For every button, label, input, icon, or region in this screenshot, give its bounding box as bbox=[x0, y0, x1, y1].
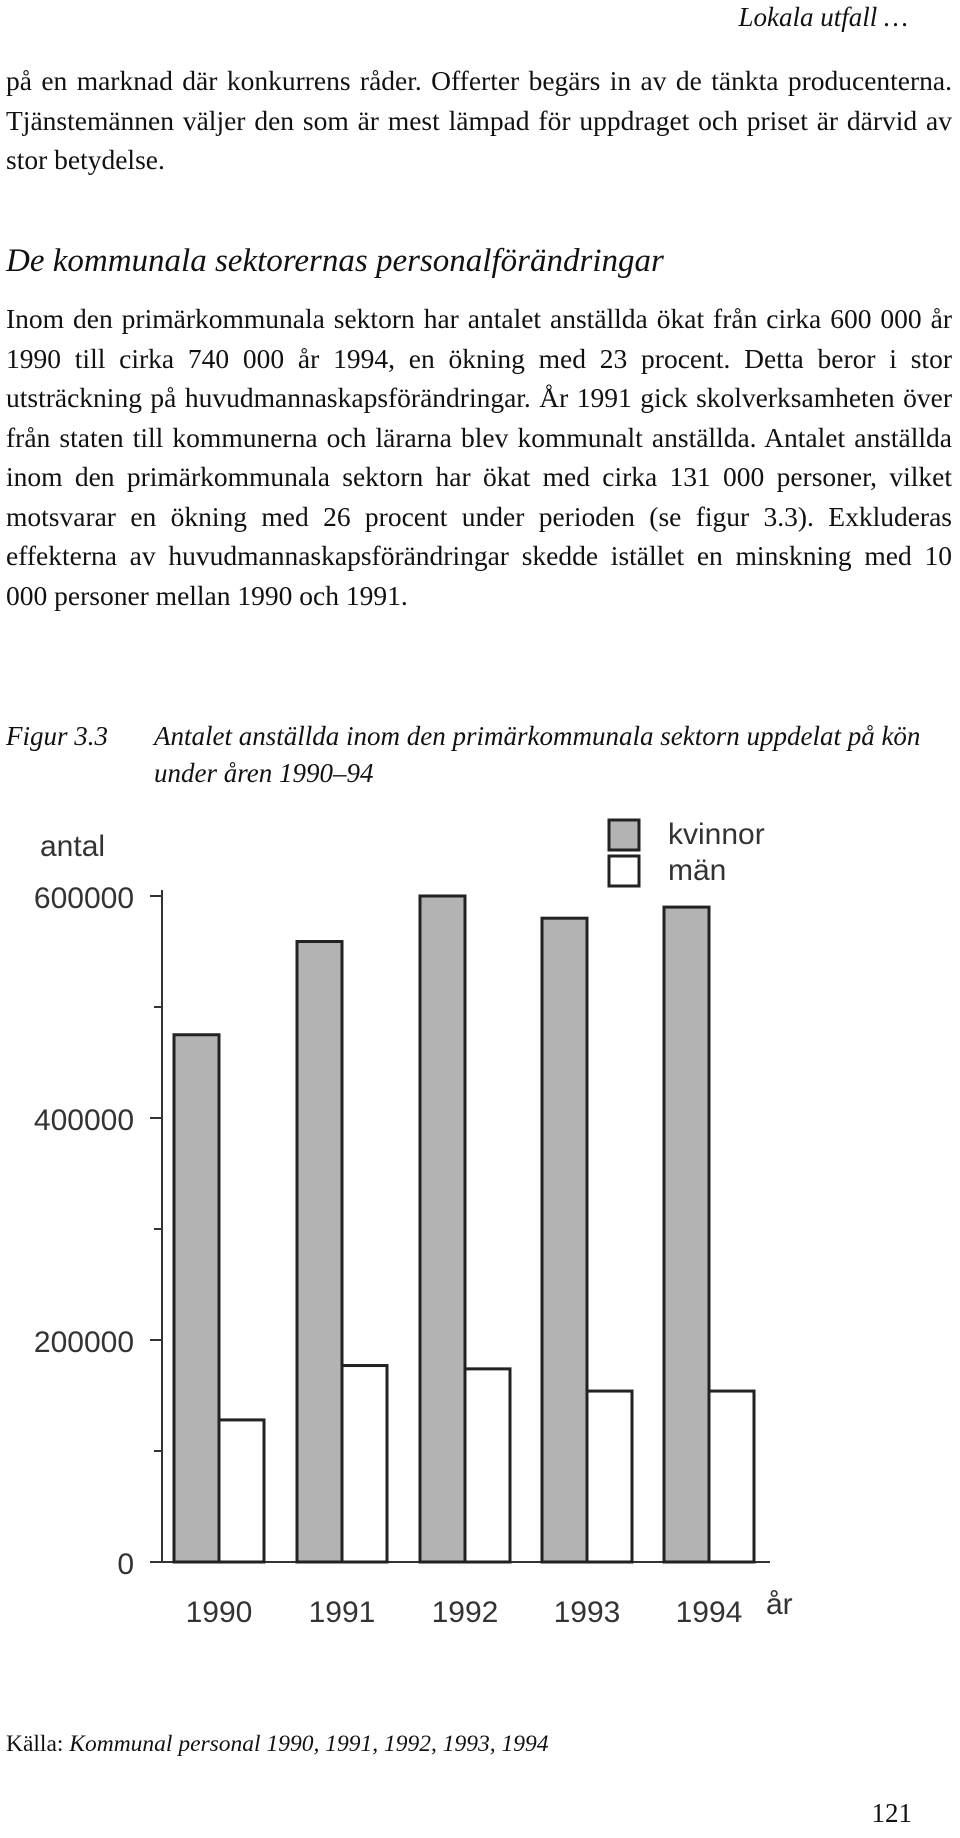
running-head: Lokala utfall … bbox=[738, 2, 908, 32]
figure-caption: Antalet anställda inom den primärkommunala sektorn uppdelat på kön under åren 1990–94 bbox=[154, 721, 921, 788]
body-text: Inom den primärkommunala sektorn har antalet anställda ökat från cirka 600 000 år 1990 till cirka 740 000 år 1994, en ökning med 23 procent. Detta beror i stor utsträckning på huvudmannaskapsförändringar. År 1991 gick skolverksamheten över från staten till kommunerna och lärarna blev kommunalt anställda. Antalet anställda inom den primärkommunala sektorn har ökat med cirka 131 000 personer, vilket motsvarar en ökning med 26 procent under perioden (se figur 3.3). Exkluderas effekterna av huvudmannaskapsförändringar skedde istället en minskning med 10 000 personer mellan 1990 och 1991. bbox=[6, 303, 952, 611]
bar-män-1990 bbox=[219, 1420, 264, 1562]
bar-män-1993 bbox=[587, 1391, 632, 1562]
y-tick-label: 200000 bbox=[33, 1326, 134, 1359]
x-axis-label: år bbox=[766, 1588, 793, 1621]
intro-paragraph bbox=[6, 61, 952, 180]
legend-label: kvinnor bbox=[668, 818, 765, 851]
body-paragraph bbox=[6, 299, 952, 615]
intro-text: på en marknad där konkurrens råder. Offerter begärs in av de tänkta producenterna. Tjänstemännen väljer den som är mest lämpad för uppdraget och priset är därvid av stor betydelse. bbox=[6, 65, 952, 175]
source-title: Kommunal personal 1990, 1991, 1992, 1993, 1994 bbox=[69, 1731, 549, 1757]
bar-män-1994 bbox=[709, 1391, 754, 1562]
legend-label: män bbox=[668, 854, 727, 887]
x-tick-label: 1991 bbox=[308, 1596, 376, 1629]
y-tick-label: 0 bbox=[117, 1548, 134, 1581]
x-tick-label: 1990 bbox=[185, 1596, 253, 1629]
legend-swatch-kvinnor bbox=[609, 820, 639, 850]
figure-label: Figur 3.3 bbox=[6, 721, 109, 751]
bar-kvinnor-1991 bbox=[297, 942, 342, 1562]
x-tick-label: 1994 bbox=[675, 1596, 743, 1629]
bar-chart bbox=[0, 800, 960, 1640]
bar-män-1991 bbox=[342, 1366, 387, 1562]
page-number: 121 bbox=[871, 1798, 912, 1828]
bar-kvinnor-1990 bbox=[174, 1035, 219, 1562]
x-tick-label: 1993 bbox=[553, 1596, 621, 1629]
x-tick-label: 1992 bbox=[431, 1596, 499, 1629]
y-axis-label: antal bbox=[40, 830, 106, 863]
y-tick-label: 600000 bbox=[33, 882, 134, 915]
bar-kvinnor-1993 bbox=[542, 918, 587, 1562]
source-line bbox=[6, 1729, 548, 1759]
bar-kvinnor-1992 bbox=[420, 896, 465, 1562]
bar-män-1992 bbox=[465, 1369, 510, 1562]
legend-swatch-män bbox=[609, 856, 639, 886]
y-tick-label: 400000 bbox=[33, 1104, 134, 1137]
source-prefix: Källa: bbox=[6, 1731, 64, 1757]
bar-kvinnor-1994 bbox=[664, 907, 709, 1562]
section-heading: De kommunala sektorernas personalförändringar bbox=[6, 243, 664, 279]
